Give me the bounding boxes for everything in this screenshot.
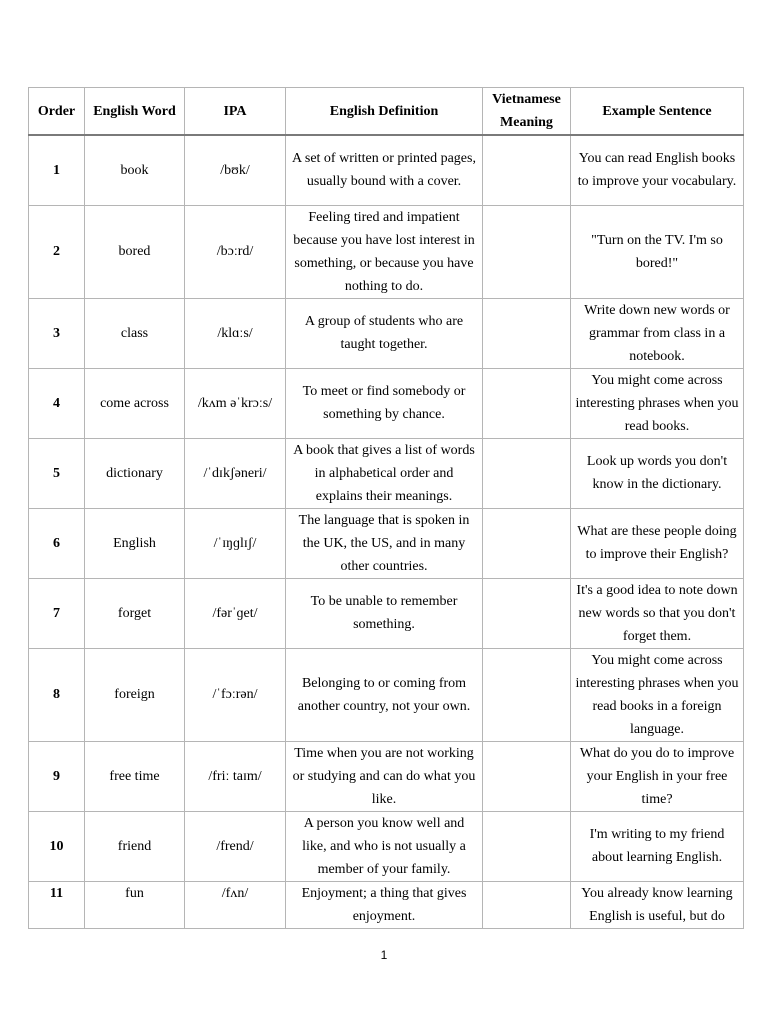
cell-order: 9 <box>29 741 85 811</box>
table-row <box>29 368 744 438</box>
cell-english-word: forget <box>85 578 185 648</box>
cell-ipa: /bɔːrd/ <box>185 205 286 298</box>
cell-english-word: book <box>85 135 185 205</box>
cell-example-sentence: You can read English books to improve your vocabulary. <box>571 135 744 205</box>
cell-english-definition: The language that is spoken in the UK, the US, and in many other countries. <box>286 508 483 578</box>
cell-english-word: fun <box>85 881 185 928</box>
table-row <box>29 438 744 508</box>
vocabulary-table <box>28 87 744 929</box>
cell-vietnamese-meaning <box>483 298 571 368</box>
header-english-word: English Word <box>85 88 185 136</box>
cell-english-word: free time <box>85 741 185 811</box>
cell-example-sentence: You might come across interesting phrases when you read books. <box>571 368 744 438</box>
cell-example-sentence: I'm writing to my friend about learning English. <box>571 811 744 881</box>
cell-ipa: /ˈdɪkʃəneri/ <box>185 438 286 508</box>
cell-vietnamese-meaning <box>483 881 571 928</box>
cell-english-word: come across <box>85 368 185 438</box>
cell-english-definition: A set of written or printed pages, usually bound with a cover. <box>286 135 483 205</box>
cell-ipa: /frend/ <box>185 811 286 881</box>
header-row <box>29 88 744 136</box>
table-row <box>29 648 744 741</box>
header-order: Order <box>29 88 85 136</box>
header-vietnamese-meaning: Vietnamese Meaning <box>483 88 571 136</box>
cell-english-word: class <box>85 298 185 368</box>
cell-ipa: /bʊk/ <box>185 135 286 205</box>
cell-ipa: /friː taɪm/ <box>185 741 286 811</box>
cell-vietnamese-meaning <box>483 135 571 205</box>
cell-vietnamese-meaning <box>483 438 571 508</box>
cell-english-definition: A book that gives a list of words in alphabetical order and explains their meanings. <box>286 438 483 508</box>
cell-ipa: /ˈfɔːrən/ <box>185 648 286 741</box>
cell-english-definition: To meet or find somebody or something by chance. <box>286 368 483 438</box>
cell-english-definition: To be unable to remember something. <box>286 578 483 648</box>
table-row <box>29 135 744 205</box>
cell-example-sentence: What are these people doing to improve their English? <box>571 508 744 578</box>
cell-english-word: dictionary <box>85 438 185 508</box>
cell-english-word: bored <box>85 205 185 298</box>
cell-english-definition: A person you know well and like, and who is not usually a member of your family. <box>286 811 483 881</box>
cell-order: 8 <box>29 648 85 741</box>
cell-vietnamese-meaning <box>483 508 571 578</box>
cell-order: 10 <box>29 811 85 881</box>
cell-english-definition: A group of students who are taught together. <box>286 298 483 368</box>
cell-example-sentence: You already know learning English is useful, but do <box>571 881 744 928</box>
page-number: 1 <box>380 948 388 962</box>
cell-vietnamese-meaning <box>483 368 571 438</box>
cell-order: 11 <box>29 881 85 928</box>
cell-english-word: English <box>85 508 185 578</box>
cell-ipa: /kʌm əˈkrɔːs/ <box>185 368 286 438</box>
cell-example-sentence: Look up words you don't know in the dictionary. <box>571 438 744 508</box>
cell-example-sentence: You might come across interesting phrases when you read books in a foreign language. <box>571 648 744 741</box>
cell-english-definition: Feeling tired and impatient because you have lost interest in something, or because you have nothing to do. <box>286 205 483 298</box>
header-example-sentence: Example Sentence <box>571 88 744 136</box>
table-row <box>29 578 744 648</box>
cell-vietnamese-meaning <box>483 648 571 741</box>
cell-example-sentence: Write down new words or grammar from class in a notebook. <box>571 298 744 368</box>
cell-vietnamese-meaning <box>483 205 571 298</box>
cell-english-definition: Belonging to or coming from another country, not your own. <box>286 648 483 741</box>
header-english-definition: English Definition <box>286 88 483 136</box>
cell-vietnamese-meaning <box>483 578 571 648</box>
table-row <box>29 741 744 811</box>
cell-order: 7 <box>29 578 85 648</box>
cell-vietnamese-meaning <box>483 741 571 811</box>
header-ipa: IPA <box>185 88 286 136</box>
cell-ipa: /klɑːs/ <box>185 298 286 368</box>
cell-ipa: /ˈɪŋɡlɪʃ/ <box>185 508 286 578</box>
cell-english-word: friend <box>85 811 185 881</box>
cell-example-sentence: It's a good idea to note down new words so that you don't forget them. <box>571 578 744 648</box>
cell-ipa: /fərˈɡet/ <box>185 578 286 648</box>
cell-english-word: foreign <box>85 648 185 741</box>
cell-english-definition: Enjoyment; a thing that gives enjoyment. <box>286 881 483 928</box>
cell-order: 5 <box>29 438 85 508</box>
cell-vietnamese-meaning <box>483 811 571 881</box>
cell-order: 2 <box>29 205 85 298</box>
table-row <box>29 298 744 368</box>
table-row <box>29 881 744 928</box>
table-row <box>29 205 744 298</box>
table-row <box>29 508 744 578</box>
cell-order: 3 <box>29 298 85 368</box>
cell-order: 4 <box>29 368 85 438</box>
table-row <box>29 811 744 881</box>
cell-example-sentence: "Turn on the TV. I'm so bored!" <box>571 205 744 298</box>
cell-order: 6 <box>29 508 85 578</box>
cell-ipa: /fʌn/ <box>185 881 286 928</box>
cell-order: 1 <box>29 135 85 205</box>
cell-english-definition: Time when you are not working or studying and can do what you like. <box>286 741 483 811</box>
cell-example-sentence: What do you do to improve your English in your free time? <box>571 741 744 811</box>
